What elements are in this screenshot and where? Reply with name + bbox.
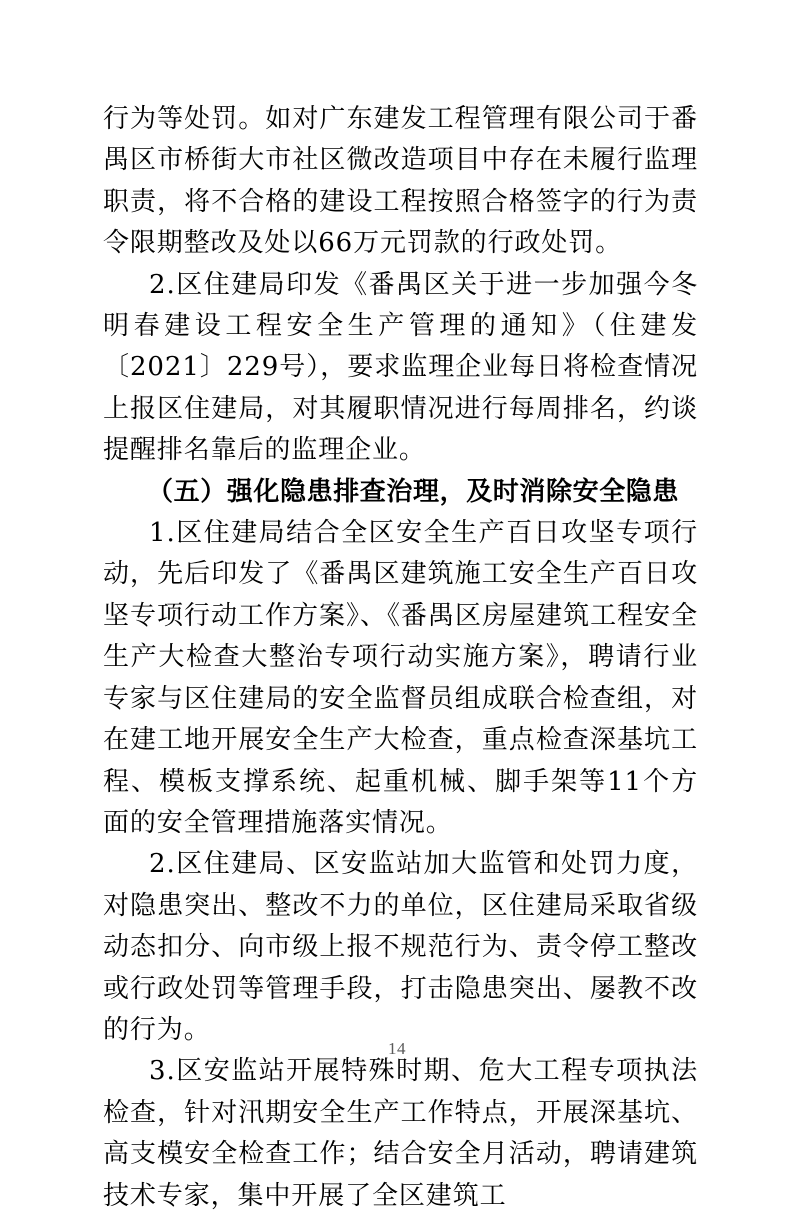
- paragraph-item-2-notice: 2.区住建局印发《番禺区关于进一步加强今冬明春建设工程安全生产管理的通知》（住建发〔2021〕229号），要求监理企业每日将检查情况上报区住建局，对其履职情况进行每周排名，约谈提醒排名靠后的监理企业。: [103, 269, 698, 466]
- paragraph-item-1-hundred-day: 1.区住建局结合全区安全生产百日攻坚专项行动，先后印发了《番禺区建筑施工安全生产百日攻坚专项行动工作方案》、《番禺区房屋建筑工程安全生产大检查大整治专项行动实施方案》，聘请行业专家与区住建局的安全监督员组成联合检查组，对在建工地开展安全生产大检查，重点检查深基坑工程、模板支撑系统、起重机械、脚手架等11个方面的安全管理措施落实情况。: [103, 518, 698, 838]
- page-number: 14: [388, 1039, 406, 1058]
- paragraph-item-3-special-period: 3.区安监站开展特殊时期、危大工程专项执法检查，针对汛期安全生产工作特点，开展深基坑、高支模安全检查工作；结合安全月活动，聘请建筑技术专家，集中开展了全区建筑工: [103, 1056, 698, 1211]
- section-heading-five: （五）强化隐患排查治理，及时消除安全隐患: [147, 476, 680, 507]
- paragraph-item-2-supervision: 2.区住建局、区安监站加大监管和处罚力度，对隐患突出、整改不力的单位，区住建局采取省级动态扣分、向市级上报不规范行为、责令停工整改或行政处罚等管理手段，打击隐患突出、屡教不改的行为。: [103, 849, 698, 1045]
- paragraph-continued-penalty: 行为等处罚。如对广东建发工程管理有限公司于番禺区市桥街大市社区微改造项目中存在未履行监理职责，将不合格的建设工程按照合格签字的行为责令限期整改及处以66万元罚款的行政处罚。: [103, 104, 698, 259]
